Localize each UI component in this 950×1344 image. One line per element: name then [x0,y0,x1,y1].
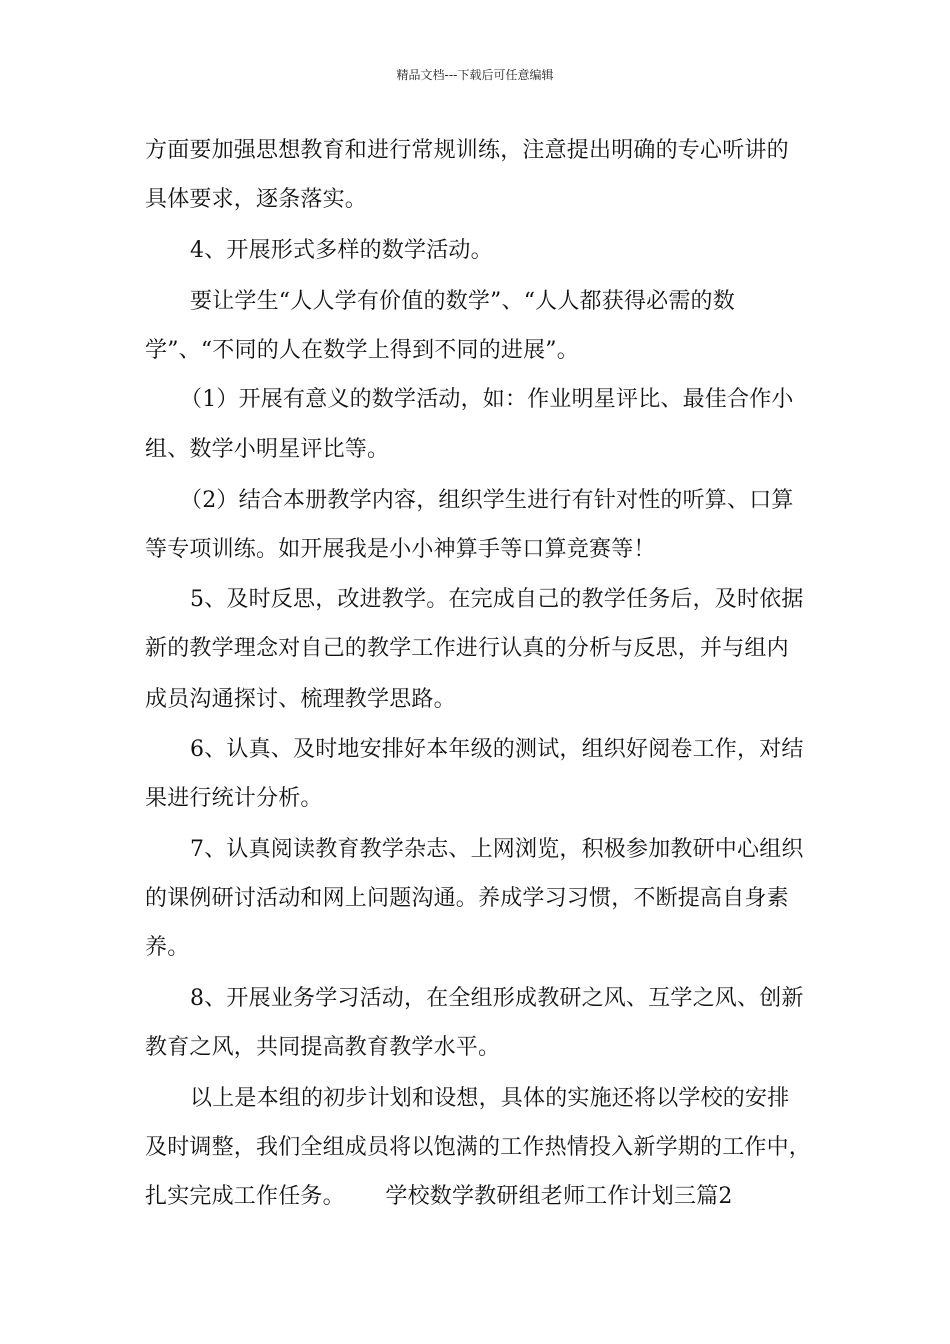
text-line: 养。 [145,935,190,960]
text-line: 成员沟通探讨、梳理教学思路。 [145,687,456,712]
text-line: 等专项训练。如开展我是小小神算手等口算竞赛等！ [145,537,656,562]
text-line: 7、认真阅读教育教学杂志、上网浏览，积极参加教研中心组织 [190,837,804,862]
text-line: 新的教学理念对自己的教学工作进行认真的分析与反思，并与组内 [145,636,789,661]
text-line: 及时调整，我们全组成员将以饱满的工作热情投入新学期的工作中， [145,1135,812,1160]
text-line: 方面要加强思想教育和进行常规训练，注意提出明确的专心听讲的 [145,138,789,163]
text-line: 以上是本组的初步计划和设想，具体的实施还将以学校的安排 [190,1086,790,1111]
text-line: （2）结合本册教学内容，组织学生进行有针对性的听算、口算 [180,488,794,513]
text-line: 5、及时反思，改进教学。在完成自己的教学任务后，及时依据 [190,587,804,612]
page-header: 精品文档---下载后可任意编辑 [396,68,554,82]
text-line: 4、开展形式多样的数学活动。 [190,238,493,263]
text-line: 果进行统计分析。 [145,786,323,811]
text-line: 组、数学小明星评比等。 [145,437,390,462]
text-line: 的课例研讨活动和网上问题沟通。养成学习习惯，不断提高自身素 [145,886,789,911]
text-line: 要让学生“人人学有价值的数学”、“人人都获得必需的数 [190,289,735,314]
text-line: 教育之风，共同提高教育教学水平。 [145,1035,501,1060]
text-line: 8、开展业务学习活动，在全组形成教研之风、互学之风、创新 [190,986,804,1011]
text-line: 扎实完成工作任务。 学校数学教研组老师工作计划三篇2 [145,1184,733,1209]
text-line: 具体要求，逐条落实。 [145,187,368,212]
text-line: 6、认真、及时地安排好本年级的测试，组织好阅卷工作，对结 [190,737,804,762]
text-line: 学”、“不同的人在数学上得到不同的进展”。 [145,338,579,363]
text-line: （1）开展有意义的数学活动，如：作业明星评比、最佳合作小 [180,387,794,412]
